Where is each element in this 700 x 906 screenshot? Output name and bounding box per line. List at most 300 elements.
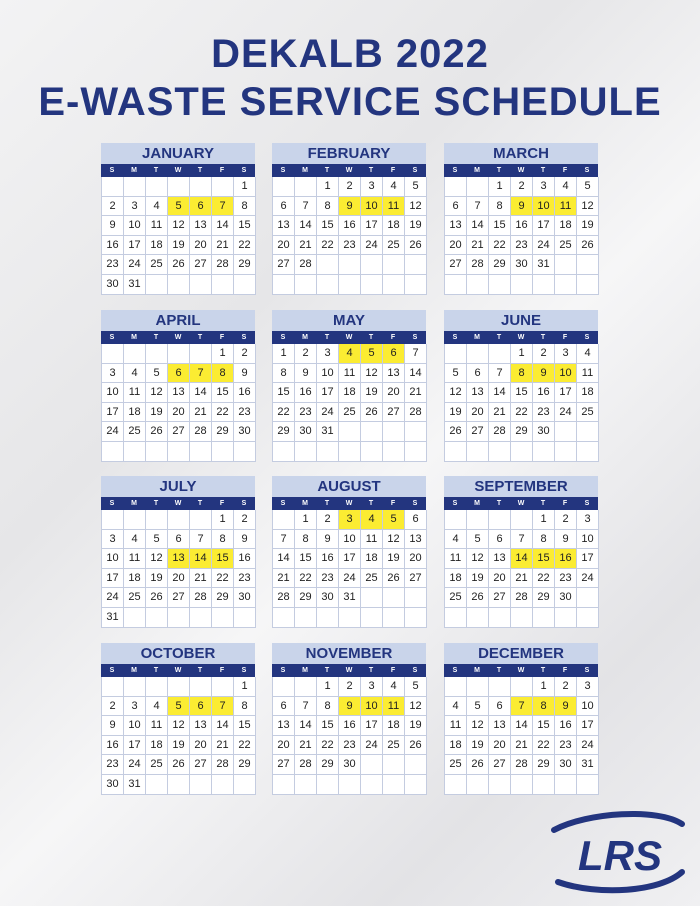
day-cell: 11 (361, 530, 383, 550)
empty-cell (317, 442, 339, 462)
day-cell: 26 (168, 755, 190, 775)
day-cell: 17 (577, 716, 599, 736)
day-cell: 27 (489, 588, 511, 608)
day-cell: 9 (234, 530, 256, 550)
weekday-label: F (219, 334, 225, 341)
day-cell: 30 (234, 588, 256, 608)
empty-cell (361, 275, 383, 295)
day-cell: 2 (295, 344, 317, 364)
day-cell: 31 (102, 608, 124, 628)
day-cell: 24 (361, 736, 383, 756)
empty-cell (102, 510, 124, 530)
day-cell: 13 (273, 716, 295, 736)
day-cell: 7 (273, 530, 295, 550)
day-cell: 19 (467, 736, 489, 756)
day-cell: 7 (295, 197, 317, 217)
weekday-label: W (345, 334, 353, 341)
day-cell: 29 (234, 255, 256, 275)
day-cell: 4 (577, 344, 599, 364)
weekday-label: M (302, 167, 308, 174)
day-cell: 13 (190, 716, 212, 736)
empty-cell (124, 677, 146, 697)
day-cell: 28 (295, 755, 317, 775)
empty-cell (489, 275, 511, 295)
day-cell: 2 (102, 197, 124, 217)
day-cell: 13 (489, 716, 511, 736)
day-cell: 5 (168, 197, 190, 217)
day-cell: 6 (273, 197, 295, 217)
day-cell: 18 (124, 569, 146, 589)
empty-cell (273, 775, 295, 795)
day-cell: 30 (317, 588, 339, 608)
day-cell: 18 (445, 736, 467, 756)
weekday-label: S (412, 667, 418, 674)
weekday-label: T (153, 667, 159, 674)
weekday-header (444, 664, 598, 677)
empty-cell (555, 275, 577, 295)
empty-cell (317, 255, 339, 275)
day-cell: 3 (102, 364, 124, 384)
day-cell: 7 (511, 530, 533, 550)
day-cell: 23 (555, 736, 577, 756)
weekday-label: W (174, 667, 182, 674)
day-cell: 1 (533, 510, 555, 530)
day-cell: 1 (295, 510, 317, 530)
day-cell: 22 (533, 569, 555, 589)
day-cell: 13 (467, 383, 489, 403)
weekday-label: W (345, 667, 353, 674)
day-cell: 7 (511, 697, 533, 717)
day-cell: 21 (511, 736, 533, 756)
day-cell: 23 (102, 755, 124, 775)
day-cell: 22 (511, 403, 533, 423)
weekday-label: T (153, 500, 159, 507)
month-may (272, 310, 426, 462)
day-cell: 4 (445, 697, 467, 717)
day-cell: 6 (190, 697, 212, 717)
day-cell: 5 (577, 177, 599, 197)
weekday-label: T (197, 667, 203, 674)
empty-cell (405, 255, 427, 275)
day-cell: 26 (467, 588, 489, 608)
empty-cell (295, 177, 317, 197)
day-cell: 6 (168, 530, 190, 550)
weekday-header (444, 497, 598, 510)
day-cell: 26 (383, 569, 405, 589)
day-cell: 5 (146, 364, 168, 384)
day-cell: 1 (489, 177, 511, 197)
day-cell: 18 (445, 569, 467, 589)
empty-cell (405, 775, 427, 795)
day-cell: 4 (339, 344, 361, 364)
weekday-label: T (153, 334, 159, 341)
empty-cell (405, 422, 427, 442)
weekday-label: T (197, 500, 203, 507)
day-cell: 8 (489, 197, 511, 217)
empty-cell (361, 588, 383, 608)
weekday-label: F (562, 167, 568, 174)
day-cell: 21 (212, 736, 234, 756)
day-cell: 12 (146, 549, 168, 569)
day-cell: 3 (361, 177, 383, 197)
empty-cell (317, 275, 339, 295)
empty-cell (511, 442, 533, 462)
weekday-label: T (496, 334, 502, 341)
empty-cell (168, 775, 190, 795)
empty-cell (273, 275, 295, 295)
day-cell: 3 (533, 177, 555, 197)
weekday-label: S (109, 667, 115, 674)
day-cell: 9 (339, 197, 361, 217)
day-cell: 30 (339, 755, 361, 775)
day-cell: 16 (555, 549, 577, 569)
day-cell: 13 (190, 216, 212, 236)
day-cell: 12 (405, 197, 427, 217)
day-cell: 8 (212, 530, 234, 550)
day-cell: 22 (317, 736, 339, 756)
weekday-label: T (540, 667, 546, 674)
day-cell: 17 (555, 383, 577, 403)
day-cell: 22 (489, 236, 511, 256)
day-cell: 12 (146, 383, 168, 403)
day-cell: 21 (511, 569, 533, 589)
weekday-label: S (452, 334, 458, 341)
day-cell: 10 (555, 364, 577, 384)
weekday-label: S (412, 500, 418, 507)
day-cell: 18 (383, 216, 405, 236)
empty-cell (361, 442, 383, 462)
day-cell: 24 (577, 569, 599, 589)
day-cell: 27 (168, 588, 190, 608)
day-cell: 14 (295, 716, 317, 736)
day-cell: 25 (361, 569, 383, 589)
page-title-line2: E-WASTE SERVICE SCHEDULE (38, 80, 662, 124)
weekday-header (101, 331, 255, 344)
day-cell: 24 (102, 422, 124, 442)
weekday-label: F (219, 500, 225, 507)
empty-cell (467, 275, 489, 295)
day-cell: 11 (445, 549, 467, 569)
day-cell: 14 (467, 216, 489, 236)
day-grid (101, 344, 255, 462)
day-cell: 6 (489, 697, 511, 717)
weekday-header (272, 664, 426, 677)
day-cell: 4 (361, 510, 383, 530)
weekday-label: W (345, 500, 353, 507)
day-cell: 12 (405, 697, 427, 717)
day-cell: 11 (339, 364, 361, 384)
day-cell: 12 (361, 364, 383, 384)
weekday-label: M (302, 334, 308, 341)
day-cell: 1 (234, 677, 256, 697)
day-cell: 28 (467, 255, 489, 275)
day-cell: 18 (555, 216, 577, 236)
day-cell: 5 (361, 344, 383, 364)
empty-cell (273, 177, 295, 197)
day-cell: 11 (124, 549, 146, 569)
day-cell: 20 (489, 736, 511, 756)
empty-cell (511, 775, 533, 795)
day-grid (444, 677, 598, 795)
empty-cell (273, 677, 295, 697)
day-cell: 16 (317, 549, 339, 569)
day-grid (444, 344, 598, 462)
empty-cell (234, 775, 256, 795)
empty-cell (577, 422, 599, 442)
weekday-label: T (496, 500, 502, 507)
day-cell: 29 (234, 755, 256, 775)
day-cell: 21 (405, 383, 427, 403)
weekday-header (101, 497, 255, 510)
day-cell: 4 (124, 530, 146, 550)
day-cell: 6 (405, 510, 427, 530)
day-cell: 29 (533, 755, 555, 775)
day-cell: 13 (168, 383, 190, 403)
day-cell: 16 (295, 383, 317, 403)
day-cell: 21 (295, 736, 317, 756)
day-cell: 13 (383, 364, 405, 384)
empty-cell (190, 775, 212, 795)
day-cell: 16 (339, 716, 361, 736)
day-cell: 8 (317, 197, 339, 217)
day-cell: 18 (577, 383, 599, 403)
empty-cell (234, 608, 256, 628)
empty-cell (383, 422, 405, 442)
empty-cell (212, 275, 234, 295)
day-cell: 22 (234, 236, 256, 256)
weekday-label: S (241, 500, 247, 507)
month-august (272, 476, 426, 628)
day-cell: 30 (102, 775, 124, 795)
weekday-label: T (197, 334, 203, 341)
day-cell: 10 (577, 697, 599, 717)
day-cell: 12 (168, 716, 190, 736)
weekday-label: T (496, 167, 502, 174)
day-cell: 29 (489, 255, 511, 275)
empty-cell (489, 344, 511, 364)
day-cell: 9 (295, 364, 317, 384)
day-cell: 7 (212, 697, 234, 717)
empty-cell (295, 442, 317, 462)
day-cell: 15 (317, 216, 339, 236)
day-cell: 26 (146, 588, 168, 608)
day-cell: 18 (146, 736, 168, 756)
day-cell: 17 (124, 736, 146, 756)
empty-cell (295, 677, 317, 697)
day-cell: 15 (234, 716, 256, 736)
weekday-label: T (197, 167, 203, 174)
day-cell: 6 (273, 697, 295, 717)
day-cell: 6 (190, 197, 212, 217)
day-grid (272, 177, 426, 295)
day-cell: 20 (273, 736, 295, 756)
day-cell: 30 (102, 275, 124, 295)
day-cell: 20 (489, 569, 511, 589)
day-cell: 31 (533, 255, 555, 275)
day-cell: 14 (190, 383, 212, 403)
empty-cell (577, 775, 599, 795)
weekday-label: S (584, 500, 590, 507)
day-cell: 21 (190, 403, 212, 423)
day-cell: 29 (511, 422, 533, 442)
empty-cell (489, 677, 511, 697)
empty-cell (383, 755, 405, 775)
day-cell: 15 (533, 549, 555, 569)
empty-cell (405, 608, 427, 628)
weekday-label: S (412, 334, 418, 341)
day-cell: 23 (234, 569, 256, 589)
day-cell: 7 (405, 344, 427, 364)
day-cell: 31 (339, 588, 361, 608)
day-cell: 13 (168, 549, 190, 569)
day-cell: 4 (146, 197, 168, 217)
day-cell: 22 (295, 569, 317, 589)
day-cell: 2 (533, 344, 555, 364)
empty-cell (124, 608, 146, 628)
empty-cell (273, 510, 295, 530)
day-cell: 3 (577, 677, 599, 697)
day-cell: 1 (212, 510, 234, 530)
empty-cell (234, 275, 256, 295)
day-cell: 30 (555, 755, 577, 775)
day-cell: 26 (467, 755, 489, 775)
empty-cell (361, 255, 383, 275)
day-cell: 6 (489, 530, 511, 550)
day-cell: 4 (383, 177, 405, 197)
day-cell: 23 (317, 569, 339, 589)
day-cell: 22 (533, 736, 555, 756)
empty-cell (339, 422, 361, 442)
day-cell: 16 (511, 216, 533, 236)
weekday-label: T (368, 500, 374, 507)
day-cell: 23 (533, 403, 555, 423)
day-cell: 11 (445, 716, 467, 736)
day-cell: 28 (212, 755, 234, 775)
empty-cell (383, 275, 405, 295)
day-cell: 25 (577, 403, 599, 423)
empty-cell (533, 608, 555, 628)
weekday-label: F (562, 334, 568, 341)
day-cell: 5 (405, 177, 427, 197)
day-cell: 17 (317, 383, 339, 403)
empty-cell (168, 344, 190, 364)
empty-cell (577, 275, 599, 295)
empty-cell (445, 275, 467, 295)
empty-cell (124, 510, 146, 530)
day-cell: 29 (273, 422, 295, 442)
empty-cell (234, 442, 256, 462)
day-cell: 9 (102, 216, 124, 236)
day-grid (272, 510, 426, 628)
month-december (444, 643, 598, 795)
day-cell: 26 (405, 236, 427, 256)
day-cell: 13 (273, 216, 295, 236)
day-cell: 27 (383, 403, 405, 423)
empty-cell (577, 442, 599, 462)
day-cell: 20 (190, 236, 212, 256)
day-cell: 14 (405, 364, 427, 384)
day-cell: 21 (467, 236, 489, 256)
empty-cell (212, 608, 234, 628)
weekday-header (101, 664, 255, 677)
day-cell: 29 (533, 588, 555, 608)
empty-cell (102, 677, 124, 697)
empty-cell (445, 608, 467, 628)
weekday-label: T (324, 500, 330, 507)
weekday-label: S (280, 167, 286, 174)
day-cell: 8 (533, 697, 555, 717)
empty-cell (212, 442, 234, 462)
weekday-label: T (153, 167, 159, 174)
logo-text: LRS (578, 832, 662, 879)
day-cell: 6 (445, 197, 467, 217)
day-cell: 19 (168, 736, 190, 756)
empty-cell (467, 677, 489, 697)
day-cell: 17 (102, 569, 124, 589)
day-cell: 11 (146, 216, 168, 236)
day-cell: 30 (555, 588, 577, 608)
day-cell: 18 (339, 383, 361, 403)
weekday-label: S (452, 167, 458, 174)
day-cell: 8 (273, 364, 295, 384)
day-cell: 2 (555, 677, 577, 697)
weekday-label: T (368, 167, 374, 174)
weekday-label: F (390, 500, 396, 507)
weekday-label: S (584, 167, 590, 174)
day-cell: 7 (295, 697, 317, 717)
day-cell: 10 (102, 549, 124, 569)
weekday-label: W (517, 667, 525, 674)
month-name: SEPTEMBER (444, 476, 598, 497)
day-cell: 17 (577, 549, 599, 569)
day-cell: 24 (339, 569, 361, 589)
day-cell: 11 (555, 197, 577, 217)
day-grid (101, 677, 255, 795)
day-cell: 6 (383, 344, 405, 364)
empty-cell (317, 775, 339, 795)
weekday-label: S (412, 167, 418, 174)
empty-cell (445, 677, 467, 697)
month-july (101, 476, 255, 628)
weekday-label: S (584, 667, 590, 674)
weekday-label: F (390, 334, 396, 341)
day-cell: 16 (339, 216, 361, 236)
day-cell: 26 (168, 255, 190, 275)
month-name: NOVEMBER (272, 643, 426, 664)
month-march (444, 143, 598, 295)
day-cell: 19 (168, 236, 190, 256)
month-name: OCTOBER (101, 643, 255, 664)
empty-cell (339, 608, 361, 628)
day-cell: 28 (295, 255, 317, 275)
day-cell: 17 (361, 216, 383, 236)
weekday-label: W (517, 167, 525, 174)
day-cell: 9 (555, 697, 577, 717)
day-cell: 8 (212, 364, 234, 384)
day-cell: 4 (445, 530, 467, 550)
weekday-label: F (219, 167, 225, 174)
day-cell: 12 (577, 197, 599, 217)
empty-cell (146, 677, 168, 697)
empty-cell (190, 275, 212, 295)
day-cell: 24 (555, 403, 577, 423)
month-name: JANUARY (101, 143, 255, 164)
weekday-label: W (174, 500, 182, 507)
day-cell: 20 (405, 549, 427, 569)
empty-cell (168, 677, 190, 697)
empty-cell (445, 177, 467, 197)
weekday-label: M (474, 500, 480, 507)
